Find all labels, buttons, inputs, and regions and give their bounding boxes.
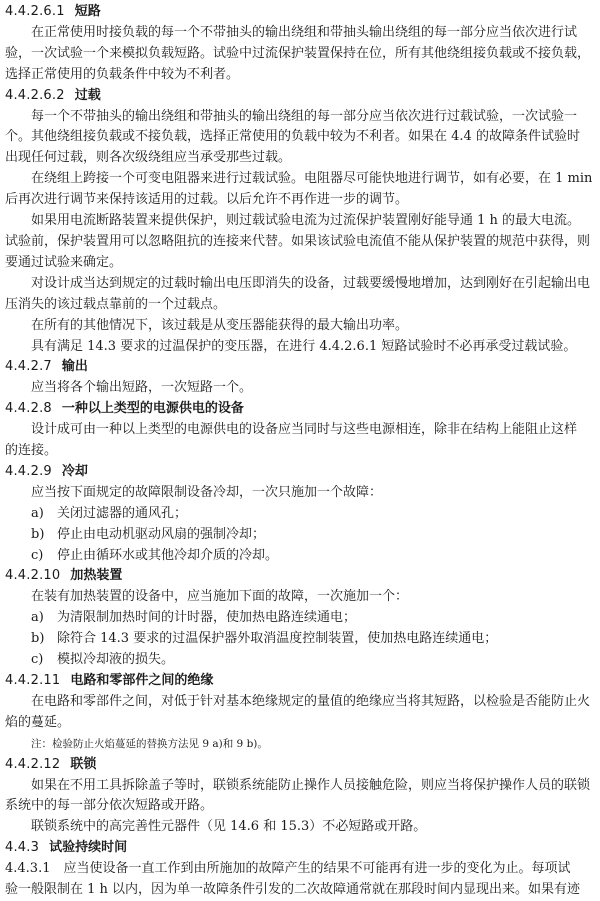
section-title: 输出 (61, 359, 88, 375)
section-number: 4.4.2.12 (5, 756, 61, 772)
list-text: 除符合 14.3 要求的过温保护器外取消温度控制装置，使加热电路连续通电； (57, 631, 498, 647)
text-line: 每一个不带抽头的输出绕组和带抽头的输出绕组的每一部分应当依次进行过载试验，一次试验一 (31, 108, 578, 124)
list-item (5, 504, 594, 525)
list-text: 为清限制加热时间的计时器，使加热电路连续通电； (57, 610, 357, 626)
list-item (5, 650, 594, 671)
paragraph (5, 776, 594, 818)
text-line: 的连接。 (5, 443, 58, 459)
list-marker: a) (31, 505, 44, 521)
section-number: 4.4.2.7 (5, 359, 52, 375)
text-line: 验一般限制在 1 h 以内，因为单一故障条件引发的二次故障通常就在那段时间内显现出来。如果有迹 (5, 882, 581, 898)
paragraph (5, 378, 594, 399)
section-number: 4.4.3 (5, 840, 40, 856)
paragraph (5, 483, 594, 504)
text-line: 具有满足 14.3 要求的过温保护的变压器，在进行 4.4.2.6.1 短路试验时不必再承受过载试验。 (31, 338, 577, 354)
text-line: 压消失的该过载点靠前的一个过载点。 (5, 296, 227, 312)
text-line: 设计成可由一种以上类型的电源供电的设备应当同时与这些电源相连，除非在结构上能阻止这样 (31, 422, 578, 438)
list-item (5, 546, 594, 567)
section-title: 试验持续时间 (49, 840, 128, 856)
text-line: 在正常使用时接负载的每一个不带抽头的输出绕组和带抽头输出绕组的每一部分应当依次进行试 (31, 24, 578, 40)
paragraph (5, 23, 594, 86)
section-heading (5, 462, 594, 483)
list-text: 停止由电动机驱动风扇的强制冷却； (57, 526, 266, 542)
section-title: 过载 (74, 87, 101, 103)
text-line: 焰的蔓延。 (5, 714, 71, 730)
section-heading (5, 357, 594, 378)
text-line: 系统中的每一部分依次短路或开路。 (5, 798, 214, 814)
text-line: 个。其他绕组接负载或不接负载，选择正常使用的负载中较为不利者。如果在 4.4 的故障条件试验时 (5, 129, 580, 145)
list-marker: b) (31, 526, 45, 542)
text-line: 在电路和零部件之间，对低于针对基本绝缘规定的量值的绝缘应当将其短路，以检验是否能防止火 (31, 693, 591, 709)
section-title: 电路和零部件之间的绝缘 (70, 673, 214, 688)
paragraph (5, 169, 594, 211)
section-title: 冷却 (61, 463, 88, 479)
section-heading (5, 399, 594, 420)
text-line: 4.4.3.1 应当使设备一直工作到由所施加的故障产生的结果不可能再有进一步的变化为止。每项试 (5, 861, 571, 877)
text-line: 在装有加热装置的设备中，应当施加下面的故障，一次施加一个： (31, 589, 409, 605)
list-text: 关闭过滤器的通风孔； (57, 505, 188, 521)
text-line: 要通过试验来确定。 (5, 254, 123, 270)
list-marker: b) (31, 631, 45, 647)
paragraph (5, 211, 594, 274)
paragraph (5, 817, 594, 838)
list-item (5, 608, 594, 629)
paragraph (5, 420, 594, 462)
paragraph (5, 107, 594, 170)
section-number: 4.4.2.6.1 (5, 4, 65, 19)
text-line: 出现任何过载，则各次级绕组应当承受那些过载。 (5, 150, 292, 166)
paragraph (5, 859, 594, 901)
section-heading (5, 2, 594, 23)
list-item (5, 629, 594, 650)
text-line: 如果在不用工具拆除盖子等时，联锁系统能防止操作人员接触危险，则应当将保护操作人员的联锁 (31, 777, 591, 793)
section-number: 4.4.2.9 (5, 463, 52, 479)
text-line: 对设计成当达到规定的过载时输出电压即消失的设备，过载要缓慢地增加，达到刚好在引起输出电 (31, 275, 591, 291)
paragraph (5, 692, 594, 734)
text-line: 验，一次试验一个来模拟负载短路。试验中过流保护装置保持在位，所有其他绕组接负载或不接负载， (5, 45, 591, 61)
list-item (5, 525, 594, 546)
list-marker: a) (31, 610, 44, 626)
text-line: 应当将各个输出短路，一次短路一个。 (31, 380, 253, 396)
note-text: 注：检验防止火焰蔓延的替换方法见 9 a)和 9 b)。 (31, 737, 268, 750)
section-title: 联锁 (70, 756, 97, 772)
section-title: 加热装置 (70, 568, 123, 584)
section-heading (5, 671, 594, 692)
text-line: 联锁系统中的高完善性元器件（见 14.6 和 15.3）不必短路或开路。 (31, 819, 427, 835)
paragraph (5, 316, 594, 337)
section-title: 短路 (74, 4, 101, 19)
section-number: 4.4.2.8 (5, 401, 52, 417)
section-heading (5, 838, 594, 859)
text-line: 在绕组上跨接一个可变电阻器来进行过载试验。电阻器尽可能快地进行调节，如有必要，在 1 min (31, 171, 593, 187)
section-number: 4.4.2.6.2 (5, 87, 65, 103)
text-line: 如果用电流断路装置来提供保护，则过载试验电流为过流保护装置刚好能导通 1 h 的最大电流。 (31, 213, 581, 229)
paragraph (5, 274, 594, 316)
paragraph (5, 337, 594, 358)
list-text: 模拟冷却液的损失。 (57, 652, 175, 668)
section-number: 4.4.2.10 (5, 568, 61, 584)
list-text: 停止由循环水或其他冷却介质的冷却。 (57, 547, 279, 563)
text-line: 试验前，保护装置用可以忽略阻抗的连接来代替。如果该试验电流值不能从保护装置的规范中获得，则 (5, 233, 591, 249)
text-line: 选择正常使用的负载条件中较为不利者。 (5, 66, 240, 82)
text-line: 后再次进行调节来保持该适用的过载。以后允许不再作进一步的调节。 (5, 192, 409, 208)
text-line: 在所有的其他情况下，该过载是从变压器能获得的最大输出功率。 (31, 317, 409, 333)
list-marker: c) (31, 652, 44, 668)
text-line: 应当按下面规定的故障限制设备冷却，一次只施加一个故障： (31, 484, 383, 500)
paragraph (5, 587, 594, 608)
section-number: 4.4.2.11 (5, 673, 61, 688)
section-heading (5, 566, 594, 587)
section-heading (5, 755, 594, 776)
section-title: 一种以上类型的电源供电的设备 (61, 401, 244, 417)
list-marker: c) (31, 547, 44, 563)
section-heading (5, 86, 594, 107)
